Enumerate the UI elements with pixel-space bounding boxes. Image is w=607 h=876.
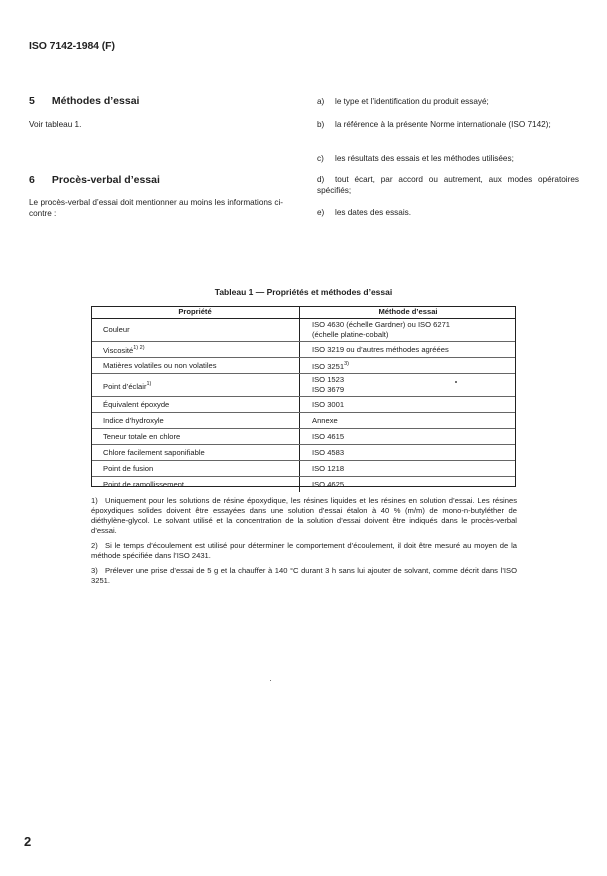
table-row [91,445,516,461]
report-item-d: d) tout écart, par accord ou autrement, aux modes opératoires spécifiés; [317,175,579,195]
table-row [91,477,516,493]
section-5-heading [29,95,139,107]
page-number: 2 [24,834,32,849]
column-header-method: Méthode d’essai [300,306,517,319]
method-cell: ISO 3219 ou d’autres méthodes agréées [300,342,517,358]
section-6-heading [29,174,160,186]
section-5-text: Voir tableau 1. [29,120,82,129]
property-cell: Couleur [91,319,300,342]
section-6-text: Le procès-verbal d’essai doit mentionner au moins les informations ci-contre : [29,198,283,218]
property-cell: Matières volatiles ou non volatiles [91,358,300,374]
property-cell: Chlore facilement saponifiable [91,445,300,461]
table-row [91,358,516,374]
report-item-b: b) la référence à la présente Norme internationale (ISO 7142); [317,120,551,129]
method-cell: ISO 3001 [300,397,517,413]
method-cell: ISO 4630 (échelle Gardner) ou ISO 6271 (échelle platine-cobalt) [300,319,517,342]
footnote-2: 2) Si le temps d’écoulement est utilisé pour déterminer le comportement d’écoulement, il doit être mesuré au moyen de la méthode spécifiée dans l’ISO 2431. [91,541,517,560]
method-cell: ISO 4625 [312,479,345,489]
speck-mark [455,381,457,383]
column-header-property: Propriété [91,306,300,319]
property-cell: Équivalent époxyde [91,397,300,413]
property-cell: Viscosité$^{1) 2)}$ [91,342,300,358]
section-5-title: Méthodes d’essai [51,95,140,107]
report-item-a: a) le type et l’identification du produit essayé; [317,97,489,106]
property-cell: Point de fusion [91,461,300,477]
footnote-3: 3) Prélever une prise d’essai de 5 g et la chauffer à 140 °C durant 3 h sans lui ajouter de solvant, comme décrit dans l’ISO 3251. [91,566,517,585]
footnote-1: 1) Uniquement pour les solutions de résine époxydique, les résines liquides et les résines en solution d’essai. Les résines époxydiques solides doivent être essayées dans une solution d’essai étalon à 40 % (m/m) de mono-n-butyléther de diéthylène-glycol. Le solvant utilisé et la concentration de la solution d’essai doivent être indiqués dans le procès-verbal d’essai. [91,496,517,535]
property-cell: Indice d’hydroxyle [91,413,300,429]
method-cell: ISO 1523 ISO 3679 [300,374,517,397]
table-row [91,342,516,358]
table-row [91,461,516,477]
table-caption: Tableau 1 — Propriétés et méthodes d’essai [214,287,393,297]
method-cell: ISO 3251$^{3)}$ [300,358,517,374]
property-cell: Point d’éclair$^{1)}$ [91,374,300,397]
method-cell: ISO 4615 [300,429,517,445]
method-cell: ISO 1218 [300,461,517,477]
table-row [91,397,516,413]
properties-table [91,306,516,492]
table-row [91,374,516,397]
section-5-number: 5 [29,95,35,107]
method-cell: ISO 4583 [300,445,517,461]
document-header: ISO 7142-1984 (F) [29,40,115,52]
property-cell: Teneur totale en chlore [91,429,300,445]
method-cell: Annexe [300,413,517,429]
table-row [91,413,516,429]
table-row [91,319,516,342]
report-item-e: e) les dates des essais. [317,208,412,217]
property-cell: Point de ramollissement [91,477,300,493]
report-item-c: c) les résultats des essais et les méthodes utilisées; [317,154,514,163]
section-6-number: 6 [29,174,35,186]
table-row [91,429,516,445]
speck-mark [270,680,271,681]
section-6-title: Procès-verbal d’essai [51,174,160,186]
